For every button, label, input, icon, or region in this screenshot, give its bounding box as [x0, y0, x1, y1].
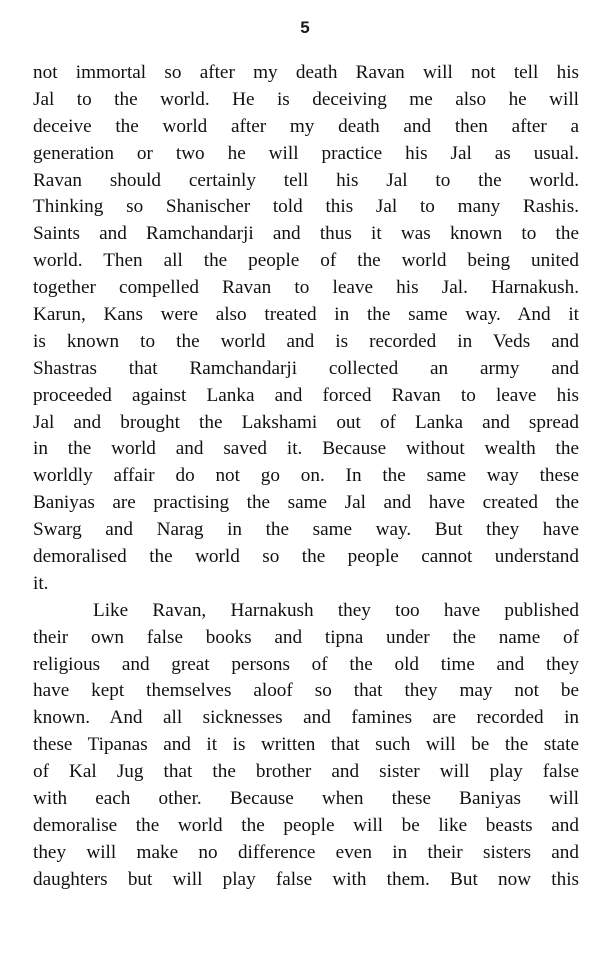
text-line: it.: [33, 572, 49, 594]
paragraph-1: [33, 60, 579, 598]
text-line: is known to the world and is recorded in Veds and: [33, 330, 579, 352]
text-line: proceeded against Lanka and forced Ravan to leave his: [33, 384, 579, 406]
text-line: Saints and Ramchandarji and thus it was known to the: [33, 223, 579, 245]
text-line: world. Then all the people of the world being united: [33, 250, 579, 272]
text-line: Swarg and Narag in the same way. But they have: [33, 519, 579, 541]
text-line: Karun, Kans were also treated in the same way. And it: [33, 304, 579, 326]
text-line: Ravan should certainly tell his Jal to the world.: [33, 169, 579, 191]
text-line: demoralised the world so the people cannot understand: [33, 546, 579, 568]
page-number: 5: [300, 18, 310, 37]
text-line: in the world and saved it. Because without wealth the: [33, 438, 579, 460]
text-line: Thinking so Shanischer told this Jal to many Rashis.: [33, 196, 579, 218]
text-line: Shastras that Ramchandarji collected an army and: [33, 357, 579, 379]
paragraph-2: [33, 598, 579, 894]
text-line: they will make no difference even in their sisters and: [33, 841, 579, 863]
text-line: these Tipanas and it is written that such will be the state: [33, 734, 579, 756]
text-line: generation or two he will practice his Jal as usual.: [33, 142, 579, 164]
text-line: Jal and brought the Lakshami out of Lanka and spread: [33, 411, 579, 433]
text-line: have kept themselves aloof so that they may not be: [33, 680, 579, 702]
text-line: their own false books and tipna under the name of: [33, 626, 579, 648]
text-line: of Kal Jug that the brother and sister will play false: [33, 761, 579, 783]
text-line: together compelled Ravan to leave his Jal. Harnakush.: [33, 277, 579, 299]
text-line: with each other. Because when these Baniyas will: [33, 788, 579, 810]
text-line: Like Ravan, Harnakush they too have published: [93, 599, 579, 621]
text-line: not immortal so after my death Ravan will not tell his: [33, 62, 579, 83]
text-line: known. And all sicknesses and famines are recorded in: [33, 707, 579, 729]
text-line: worldly affair do not go on. In the same way these: [33, 465, 579, 487]
body-text: [33, 60, 579, 894]
text-line: daughters but will play false with them. But now this: [33, 868, 579, 890]
text-line: Jal to the world. He is deceiving me also he will: [33, 88, 579, 110]
text-line: Baniyas are practising the same Jal and have created the: [33, 492, 579, 514]
text-line: religious and great persons of the old time and they: [33, 653, 579, 675]
text-line: demoralise the world the people will be like beasts and: [33, 814, 579, 836]
text-line: deceive the world after my death and then after a: [33, 115, 579, 137]
